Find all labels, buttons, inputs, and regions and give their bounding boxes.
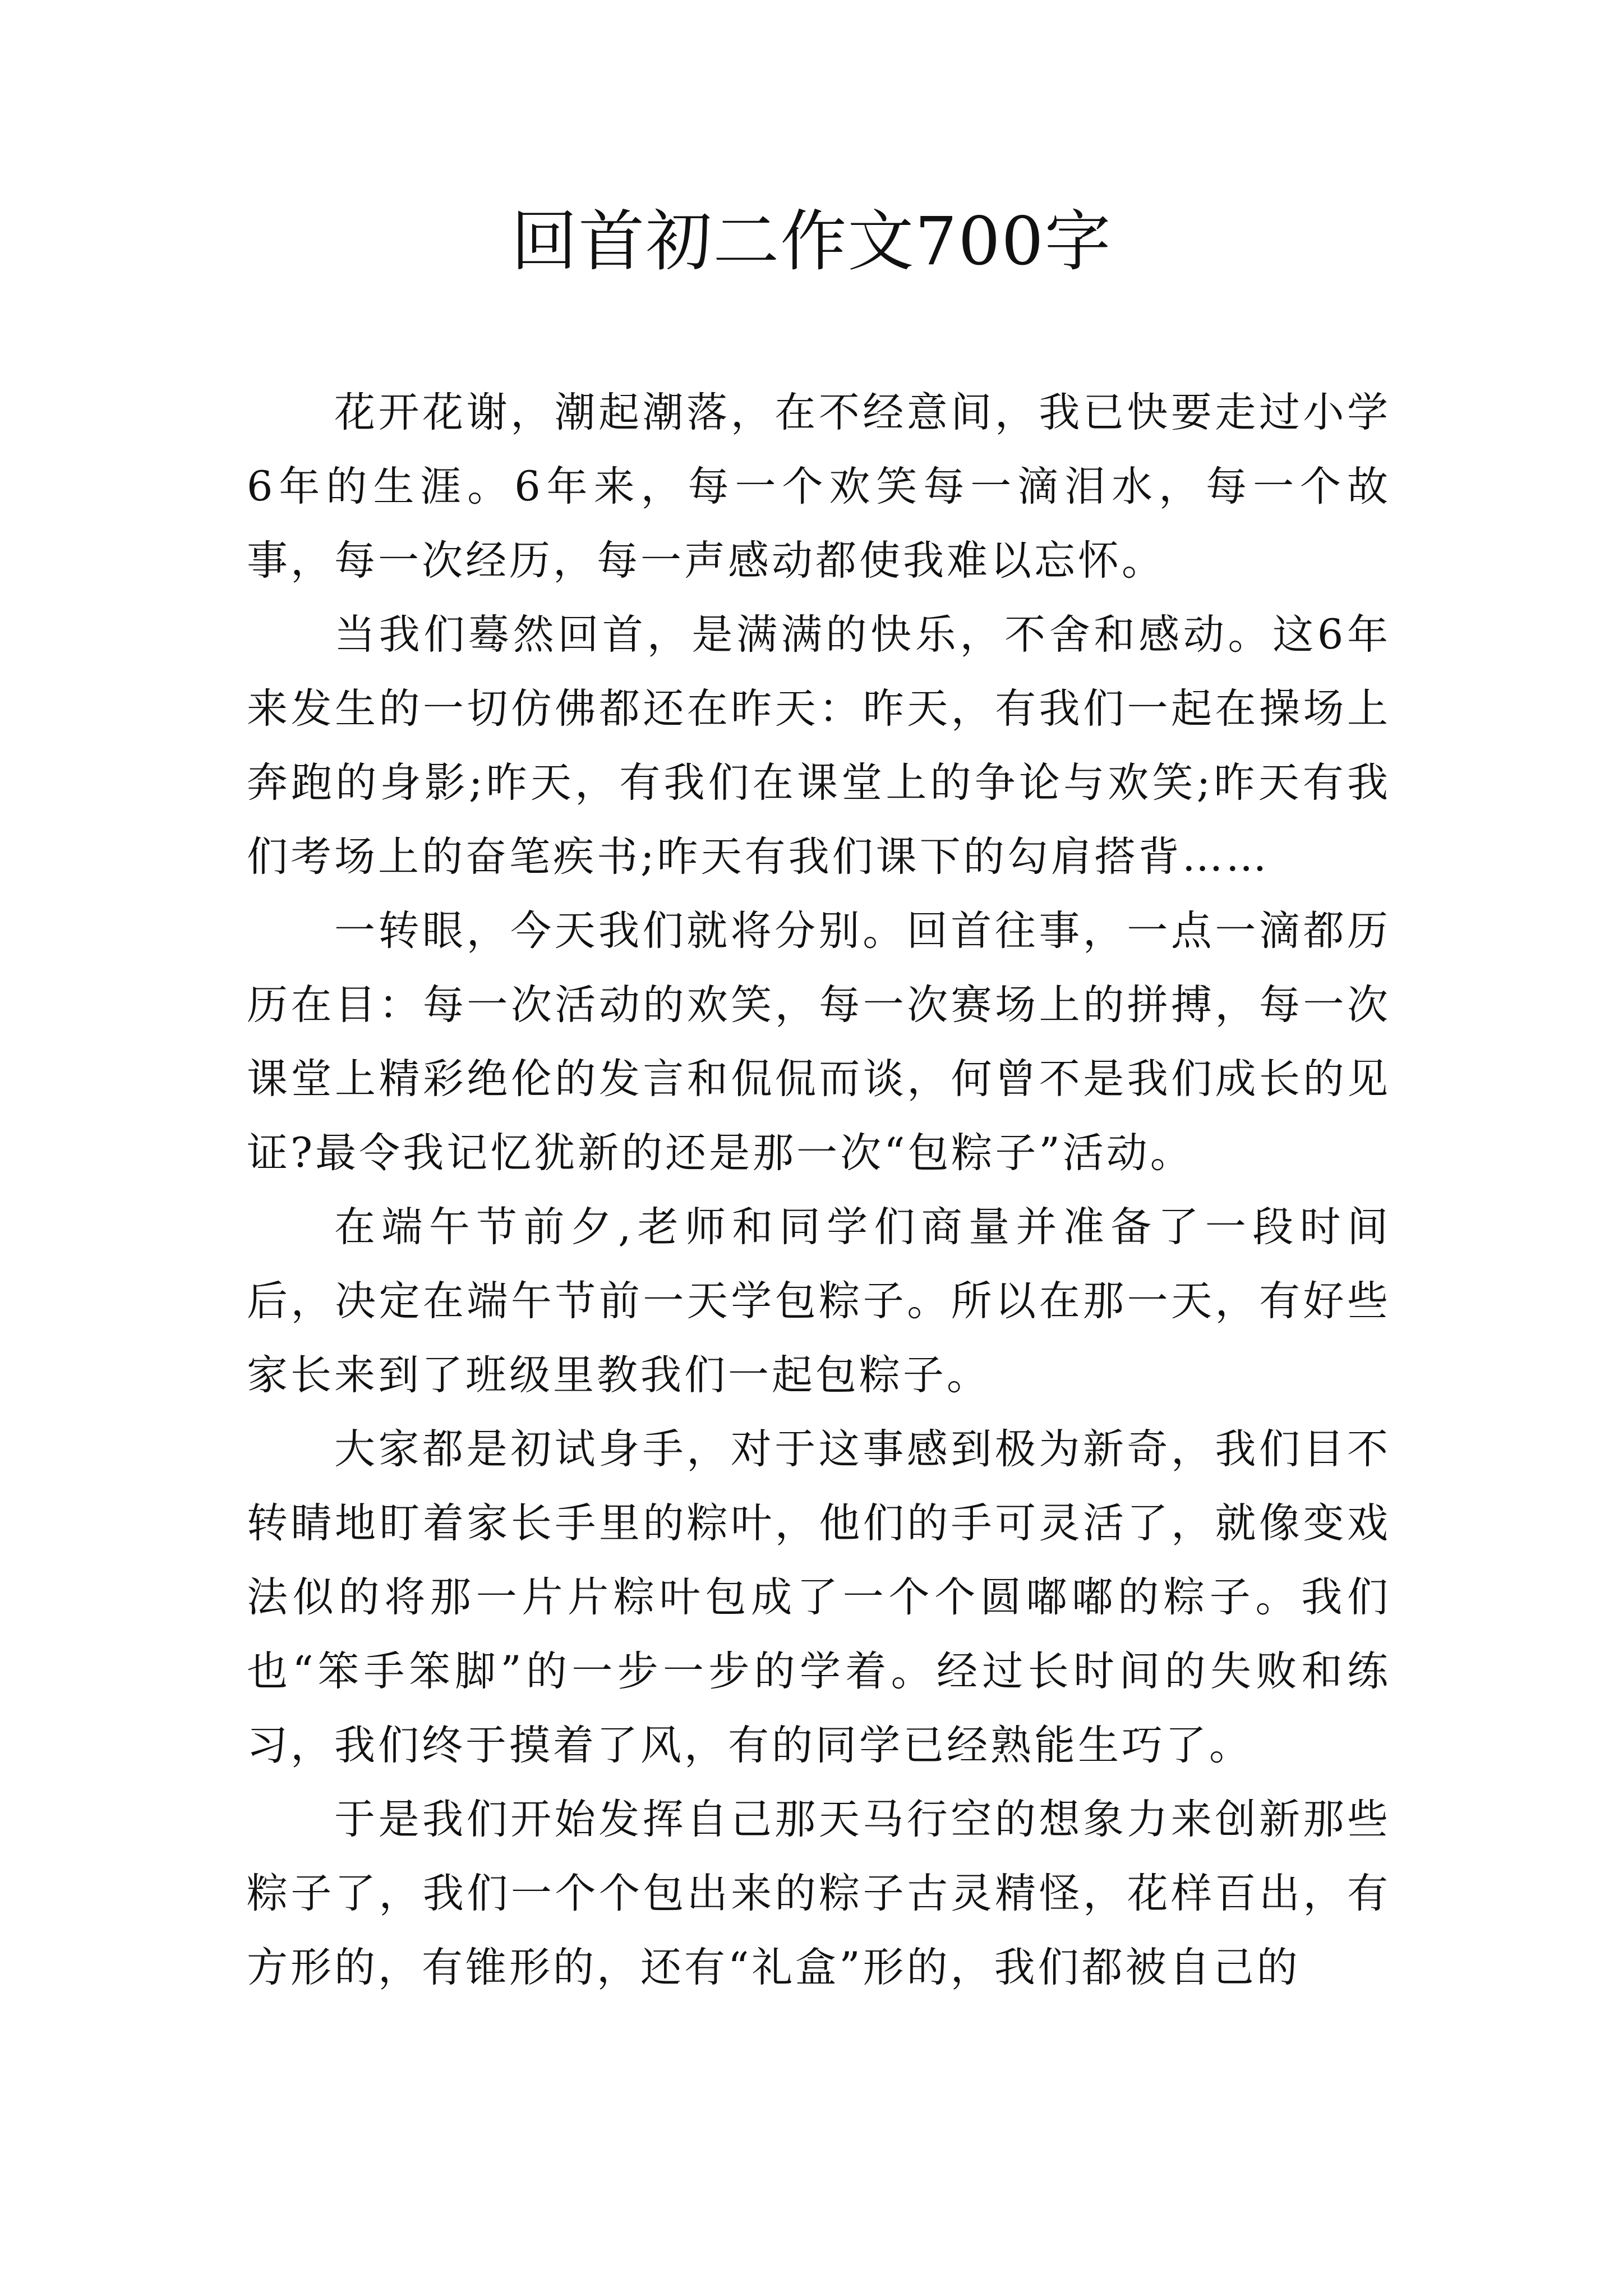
paragraph: 于是我们开始发挥自己那天马行空的想象力来创新那些粽子了，我们一个个包出来的粽子古灵精怪，花样百出，有方形的，有锥形的，还有“礼盒”形的，我们都被自己的	[247, 1796, 1391, 1991]
paragraph: 一转眼，今天我们就将分别。回首往事，一点一滴都历历在目：每一次活动的欢笑，每一次赛场上的拼搏，每一次课堂上精彩绝伦的发言和侃侃而谈，何曾不是我们成长的见证?最令我记忆犹新的还是那一次“包粽子”活动。	[247, 907, 1391, 1177]
document-title: 回首初二作文700字	[511, 203, 1112, 280]
paragraph: 在端午节前夕,老师和同学们商量并准备了一段时间后，决定在端午节前一天学包粽子。所以在那一天，有好些家长来到了班级里教我们一起包粽子。	[247, 1203, 1391, 1399]
paragraph: 花开花谢，潮起潮落，在不经意间，我已快要走过小学6年的生涯。6年来，每一个欢笑每一滴泪水，每一个故事，每一次经历，每一声感动都使我难以忘怀。	[247, 389, 1391, 585]
paragraph: 大家都是初试身手，对于这事感到极为新奇，我们目不转睛地盯着家长手里的粽叶，他们的手可灵活了，就像变戏法似的将那一片片粽叶包成了一个个圆嘟嘟的粽子。我们也“笨手笨脚”的一步一步的学着。经过长时间的失败和练习，我们终于摸着了风，有的同学已经熟能生巧了。	[247, 1425, 1391, 1769]
paragraph: 当我们蓦然回首，是满满的快乐，不舍和感动。这6年来发生的一切仿佛都还在昨天：昨天，有我们一起在操场上奔跑的身影;昨天，有我们在课堂上的争论与欢笑;昨天有我们考场上的奋笔疾书;昨天有我们课下的勾肩搭背……	[247, 611, 1391, 881]
document-body	[247, 376, 1391, 2005]
